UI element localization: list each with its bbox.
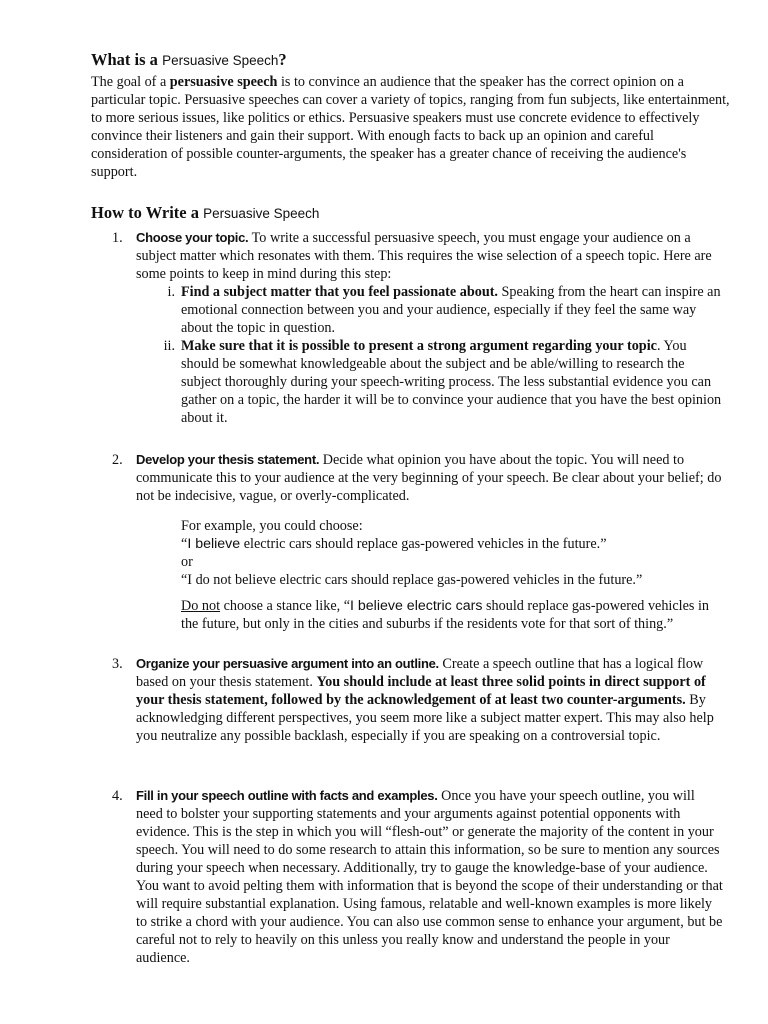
list-item bbox=[112, 229, 724, 427]
sub-point-text: Speaking from the heart can inspire an emotional connection between you and your audience, especially if they feel the same way about the topic in question. bbox=[181, 284, 721, 336]
list-item bbox=[112, 787, 724, 967]
list-item bbox=[112, 451, 724, 633]
step-title: Fill in your speech outline with facts and examples. bbox=[136, 788, 438, 803]
step-bold: You should include at least three solid points in direct support of your thesis statement, followed by the acknowledgement of at least two counter-arguments. bbox=[136, 674, 706, 708]
step-text: Once you have your speech outline, you will need to bolster your supporting statements and your arguments against potential opponents with evidence. This is the step in which you will “flesh-out” or generate the majority of the content in your speech. You will need to do some research to attain this information, so be sure to mention any sources during your speech when necessary. Additionally, try to gauge the knowledge-base of your audience. You want to avoid pelting them with information that is beyond the scope of their understanding or that will require substantial explanation. Using famous, relatable and well-known examples is more likely to strike a chord with your audience. You can also use common sense to enhance your argument, but be careful not to rely to heavily on this unless you really know and understand the people in your audience. bbox=[136, 788, 723, 966]
example-intro: For example, you could choose: bbox=[181, 518, 363, 534]
list-number: 4. bbox=[112, 788, 123, 804]
step-text: To write a successful persuasive speech, you must engage your audience on a subject matter which resonates with them. This requires the wise selection of a speech topic. Here are some points to keep in mind during this step: bbox=[136, 230, 712, 282]
sub-point bbox=[163, 337, 724, 427]
list-item-body bbox=[136, 451, 724, 633]
heading-topic: Persuasive Speech bbox=[203, 206, 320, 221]
list-item-body bbox=[136, 787, 724, 967]
step-text: By acknowledging different perspectives, you seem more like a subject matter expert. This may also help you neutralize any possible backlash, especially if you are speaking on a controversial topic. bbox=[136, 692, 714, 744]
do-not-underline: Do not bbox=[181, 598, 221, 614]
heading-lead: What is a bbox=[91, 50, 158, 69]
example-block bbox=[181, 517, 724, 633]
step-text: Create a speech outline that has a logical flow based on your thesis statement. bbox=[136, 656, 704, 690]
example-quote-2: “I do not believe electric cars should replace gas-powered vehicles in the future.” bbox=[181, 572, 643, 588]
example-sans-text: I believe bbox=[187, 536, 241, 552]
roman-numeral: ii. bbox=[163, 338, 175, 354]
step-title: Organize your persuasive argument into an outline. bbox=[136, 656, 439, 671]
heading-end: ? bbox=[278, 50, 287, 69]
sub-point-bold: Make sure that it is possible to present a strong argument regarding your topic bbox=[181, 338, 657, 354]
quote-mark: “ bbox=[181, 536, 188, 552]
example-or: or bbox=[181, 554, 193, 570]
do-not-text: choose a stance like, “ bbox=[220, 598, 351, 614]
intro-bold: persuasive speech bbox=[169, 74, 278, 90]
heading-topic: Persuasive Speech bbox=[162, 53, 279, 68]
list-item-body bbox=[136, 229, 724, 427]
step-title: Choose your topic. bbox=[136, 230, 249, 245]
list-number: 3. bbox=[112, 656, 123, 672]
list-item bbox=[112, 655, 724, 745]
heading-how-to bbox=[91, 203, 319, 224]
do-not-text: should replace gas-powered vehicles in the future, but only in the cities and suburbs if the residents vote for that sort of thing.” bbox=[181, 598, 710, 632]
list-number: 2. bbox=[112, 452, 123, 468]
list-number: 1. bbox=[112, 230, 123, 246]
do-not-paragraph bbox=[181, 597, 724, 633]
sub-point-text: . You should be somewhat knowledgeable about the subject and be able/willing to research the subject thoroughly during your speech-writing process. The less substantial evidence you can gather on a topic, the harder it will be to convince your audience that you have the best opinion about it. bbox=[181, 338, 722, 426]
example-text: electric cars should replace gas-powered vehicles in the future.” bbox=[240, 536, 607, 552]
intro-paragraph bbox=[91, 73, 731, 181]
heading-what-is bbox=[91, 50, 287, 71]
sub-point bbox=[167, 283, 724, 337]
heading-lead: How to Write a bbox=[91, 203, 199, 222]
intro-text-1: The goal of a bbox=[91, 74, 170, 90]
list-item-body bbox=[136, 655, 724, 745]
roman-numeral: i. bbox=[167, 284, 175, 300]
intro-text-2: is to convince an audience that the speaker has the correct opinion on a particular topic. Persuasive speeches can cover a variety of topics, ranging from fun subjects, like entertainment, to more serious issues, like politics or ethics. Persuasive speakers must use concrete evidence to effectively convince their listeners and gain their support. With enough facts to back up an opinion and careful consideration of possible counter-arguments, the speaker has a greater chance of receiving the audience's support. bbox=[91, 74, 730, 180]
step-text: Decide what opinion you have about the topic. You will need to communicate this to your audience at the very beginning of your speech. Be clear about your belief; do not be indecisive, vague, or overly-complicated. bbox=[136, 452, 722, 504]
do-not-sans-text: I believe electric cars bbox=[350, 598, 483, 614]
step-title: Develop your thesis statement. bbox=[136, 452, 320, 467]
example-quote-1 bbox=[181, 535, 724, 553]
sub-point-bold: Find a subject matter that you feel passionate about. bbox=[181, 284, 498, 300]
